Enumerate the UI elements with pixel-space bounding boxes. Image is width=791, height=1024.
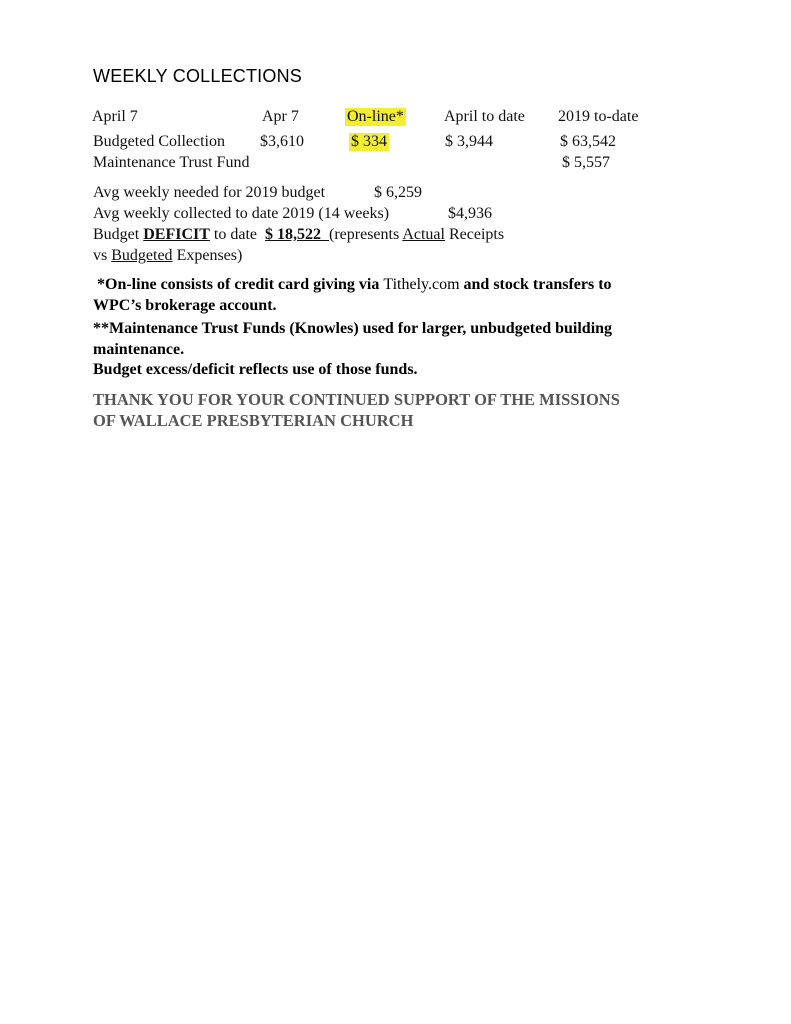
budgeted-word: Budgeted — [111, 247, 173, 264]
cell-budgeted-april-to-date: $ 3,944 — [445, 133, 493, 150]
actual-word: Actual — [402, 226, 445, 243]
deficit-prefix: Budget — [93, 226, 144, 243]
deficit-suffix: (represents — [329, 226, 403, 243]
deficit-underline-gap — [321, 226, 329, 243]
deficit-line-cont — [93, 247, 242, 265]
row-label-maintenance-trust-fund: Maintenance Trust Fund — [93, 154, 250, 171]
thank-you-line1: THANK YOU FOR YOUR CONTINUED SUPPORT OF THE MISSIONS — [93, 390, 620, 409]
header-april-to-date: April to date — [444, 108, 525, 125]
avg-needed-value: $ 6,259 — [374, 184, 422, 201]
note-online-suffix: and stock transfers to — [459, 276, 612, 293]
avg-needed-label: Avg weekly needed for 2019 budget — [93, 184, 326, 201]
deficit-value: $ 18,522 — [265, 226, 321, 243]
note-online — [93, 276, 612, 294]
header-apr7: Apr 7 — [262, 108, 299, 125]
cell-budgeted-online: $ 334 — [351, 133, 387, 150]
tithely-link-text: Tithely.com — [383, 276, 460, 293]
page-title: WEEKLY COLLECTIONS — [93, 66, 302, 86]
avg-collected-label: Avg weekly collected to date 2019 (14 weeks) — [93, 205, 390, 222]
note-online-line2: WPC’s brokerage account. — [93, 297, 277, 314]
deficit-word: DEFICIT — [143, 226, 210, 243]
expenses-word: Expenses) — [172, 247, 243, 264]
note-maintenance-line2: maintenance. — [93, 341, 185, 358]
avg-collected-value: $4,936 — [448, 205, 492, 222]
deficit-mid: to date — [209, 226, 265, 243]
cell-maintenance-ytd: $ 5,557 — [562, 154, 610, 171]
thank-you-line2: OF WALLACE PRESBYTERIAN CHURCH — [93, 411, 414, 430]
cell-budgeted-apr7: $3,610 — [260, 133, 304, 150]
deficit-line — [93, 226, 504, 244]
header-period: April 7 — [92, 108, 138, 125]
row-label-budgeted-collection: Budgeted Collection — [93, 133, 225, 150]
vs-word: vs — [93, 247, 112, 264]
header-ytd: 2019 to-date — [558, 108, 639, 125]
note-excess-deficit: Budget excess/deficit reflects use of those funds. — [93, 361, 418, 378]
header-online: On-line* — [347, 108, 404, 125]
receipts-word: Receipts — [444, 226, 505, 243]
note-online-prefix: *On-line consists of credit card giving via — [93, 276, 384, 293]
note-maintenance-line1: **Maintenance Trust Funds (Knowles) used for larger, unbudgeted building — [93, 320, 613, 337]
cell-budgeted-ytd: $ 63,542 — [560, 133, 616, 150]
